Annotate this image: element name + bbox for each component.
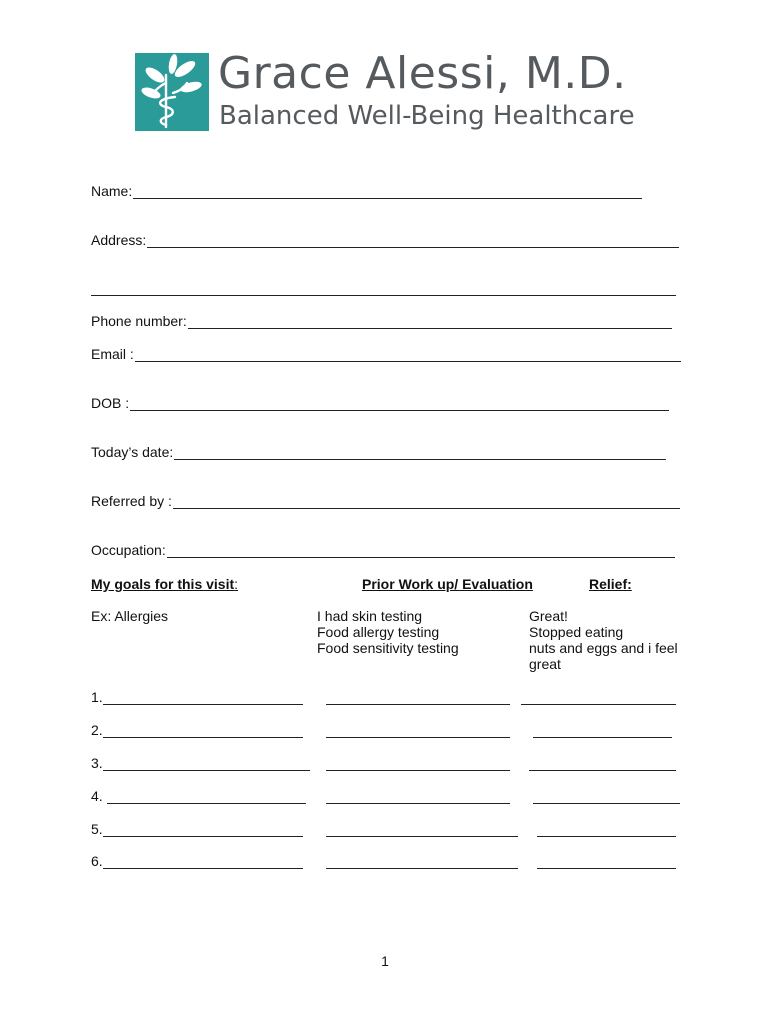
address-second-line[interactable] — [91, 294, 676, 296]
referred-by-input-line[interactable] — [173, 495, 680, 509]
row-2-relief-line[interactable] — [533, 736, 672, 738]
row-5-goal-line[interactable] — [103, 835, 303, 837]
row-2-goal-line[interactable] — [103, 736, 303, 738]
referred-by-field[interactable] — [91, 493, 680, 509]
row-3-relief-line[interactable] — [529, 769, 676, 771]
goals-header — [91, 576, 238, 592]
relief-header: Relief: — [589, 576, 632, 592]
dob-label: DOB : — [91, 395, 130, 411]
todays-date-field[interactable] — [91, 444, 666, 460]
email-field[interactable] — [91, 346, 681, 362]
row-6-goal-line[interactable] — [103, 867, 303, 869]
example-prior-3: Food sensitivity testing — [317, 640, 459, 656]
todays-date-input-line[interactable] — [174, 446, 666, 460]
caduceus-leaves-icon — [135, 53, 209, 131]
example-relief-2: Stopped eating — [529, 624, 624, 640]
goals-header-colon: : — [234, 576, 239, 592]
row-1-goal-line[interactable] — [103, 703, 303, 705]
row-4-prior-line[interactable] — [326, 802, 510, 804]
phone-input-line[interactable] — [188, 315, 672, 329]
dob-field[interactable] — [91, 395, 669, 411]
row-5-prior-line[interactable] — [326, 835, 518, 837]
example-relief-4: great — [529, 656, 561, 672]
address-label: Address: — [91, 232, 147, 248]
row-5-relief-line[interactable] — [537, 835, 676, 837]
row-4-relief-line[interactable] — [533, 802, 680, 804]
row-2-prior-line[interactable] — [326, 736, 510, 738]
name-field[interactable] — [91, 183, 642, 199]
row-1-prior-line[interactable] — [326, 703, 510, 705]
name-input-line[interactable] — [133, 185, 642, 199]
phone-label: Phone number: — [91, 313, 187, 329]
occupation-input-line[interactable] — [167, 544, 675, 558]
phone-field[interactable] — [91, 313, 672, 329]
name-label: Name: — [91, 183, 133, 199]
page-number: 1 — [381, 953, 389, 969]
example-relief-1: Great! — [529, 608, 568, 624]
example-goal: Ex: Allergies — [91, 608, 169, 624]
email-input-line[interactable] — [135, 348, 681, 362]
row-number-3: 3. — [91, 755, 103, 771]
address-input-line[interactable] — [147, 234, 679, 248]
occupation-field[interactable] — [91, 542, 675, 558]
row-number-6: 6. — [91, 853, 103, 869]
example-prior-1: I had skin testing — [317, 608, 423, 624]
row-3-prior-line[interactable] — [326, 769, 510, 771]
logo-title: Grace Alessi, M.D. — [218, 48, 627, 99]
row-6-relief-line[interactable] — [537, 867, 676, 869]
address-field[interactable] — [91, 232, 679, 248]
logo-mark — [135, 53, 209, 131]
dob-input-line[interactable] — [130, 397, 669, 411]
example-prior-2: Food allergy testing — [317, 624, 440, 640]
logo-subtitle: Balanced Well-Being Healthcare — [219, 101, 635, 131]
referred-by-label: Referred by : — [91, 493, 172, 509]
prior-workup-header: Prior Work up/ Evaluation — [362, 576, 533, 592]
row-number-4: 4. — [91, 788, 103, 804]
email-label: Email : — [91, 346, 134, 362]
row-6-prior-line[interactable] — [326, 867, 518, 869]
row-number-1: 1. — [91, 689, 103, 705]
row-3-goal-line[interactable] — [103, 769, 310, 771]
row-4-goal-line[interactable] — [107, 802, 306, 804]
row-1-relief-line[interactable] — [521, 703, 676, 705]
goals-header-text: My goals for this visit — [91, 576, 235, 592]
todays-date-label: Today’s date: — [91, 444, 174, 460]
occupation-label: Occupation: — [91, 542, 166, 558]
example-relief-3: nuts and eggs and i feel — [529, 640, 678, 656]
row-number-5: 5. — [91, 821, 103, 837]
row-number-2: 2. — [91, 722, 103, 738]
